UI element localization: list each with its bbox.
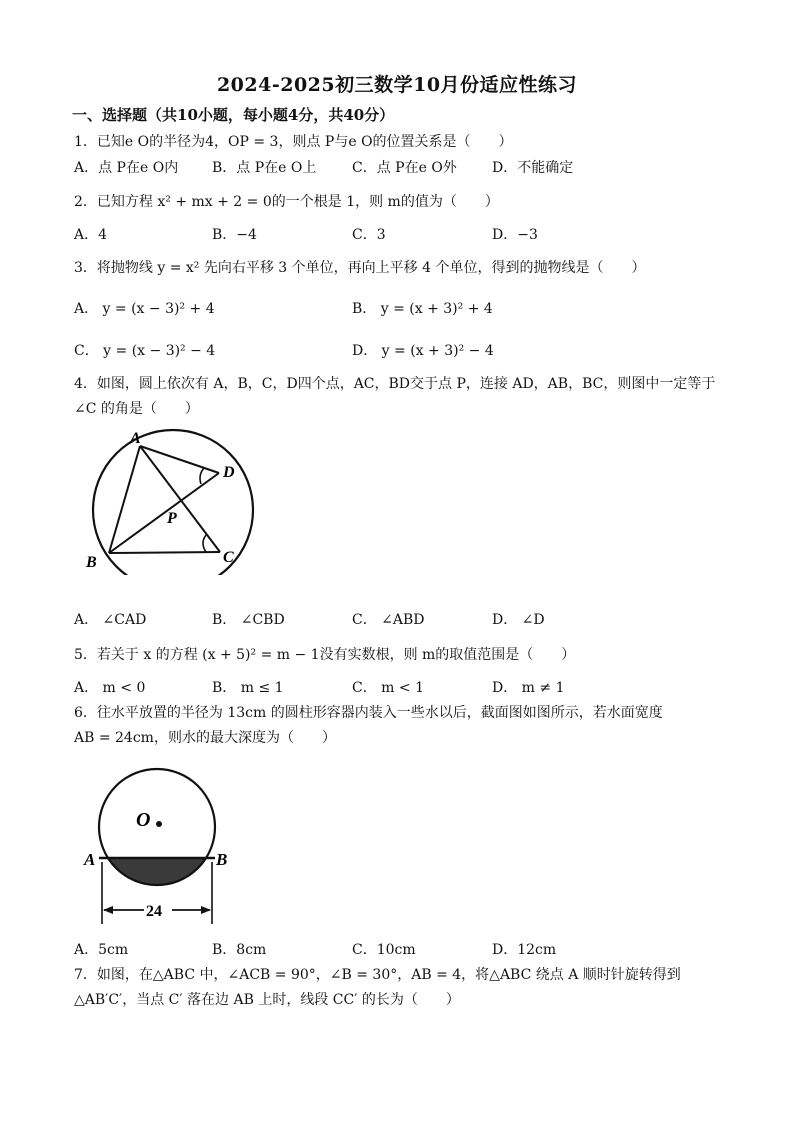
q6-option-c: C．10cm: [352, 942, 416, 958]
q5-option-c: C． m < 1: [352, 680, 424, 696]
q1-option-d: D．不能确定: [492, 160, 574, 176]
q5-option-b: B． m ≤ 1: [212, 680, 284, 696]
q6-dimension-arrow-right: [201, 906, 211, 914]
q4-stem-line2: ∠C 的角是（ ）: [74, 401, 199, 417]
q5-option-d: D． m ≠ 1: [492, 680, 565, 696]
q6-option-d: D．12cm: [492, 942, 557, 958]
q7-stem-line2: △AB′C′，当点 C′ 落在边 AB 上时，线段 CC′ 的长为（ ）: [74, 992, 460, 1008]
q4-option-d: D． ∠D: [492, 612, 545, 628]
q2-option-a: A．4: [74, 227, 108, 243]
q4-angle-d-mark: [200, 468, 204, 484]
q6-label-width: 24: [146, 903, 162, 920]
q5-stem: 5．若关于 x 的方程 (x + 5)² = m − 1没有实数根，则 m的取值范围是（ ）: [74, 647, 576, 663]
q2-stem: 2．已知方程 x² + mx + 2 = 0的一个根是 1，则 m的值为（ ）: [74, 194, 499, 210]
q2-option-d: D．−3: [492, 227, 538, 243]
page-title: 2024-2025初三数学10月份适应性练习: [216, 74, 578, 96]
q3-option-a: A． y = (x − 3)² + 4: [74, 301, 215, 317]
q4-label-a: A: [130, 430, 141, 447]
q1-option-a: A．点 P在e O内: [74, 160, 179, 176]
q2-option-b: B．−4: [212, 227, 257, 243]
q6-stem-line2: AB = 24cm，则水的最大深度为（ ）: [74, 730, 336, 746]
q4-line-ac: [140, 446, 220, 552]
q6-center-point: [156, 821, 162, 827]
q4-angle-c-mark: [203, 535, 206, 552]
q1-option-c: C．点 P在e O外: [352, 160, 457, 176]
q7-stem-line1: 7．如图，在△ABC 中，∠ACB = 90°，∠B = 30°，AB = 4，将△ABC 绕点 A 顺时针旋转得到: [74, 967, 681, 983]
q1-stem: 1．已知e O的半径为4，OP = 3，则点 P与e O的位置关系是（ ）: [74, 134, 513, 150]
q6-container-figure: [82, 752, 242, 932]
q6-option-b: B．8cm: [212, 942, 267, 958]
q3-option-c: C． y = (x − 3)² − 4: [74, 343, 216, 359]
q4-line-ab: [109, 446, 140, 553]
q4-option-a: A． ∠CAD: [74, 612, 147, 628]
q3-stem: 3．将抛物线 y = x² 先向右平移 3 个单位，再向上平移 4 个单位，得到的抛物线是（ ）: [74, 260, 646, 276]
section-header: 一、选择题（共10小题，每小题4分，共40分）: [72, 106, 395, 124]
q1-option-b: B．点 P在e O上: [212, 160, 317, 176]
q4-label-b: B: [86, 554, 97, 571]
q4-line-bc: [109, 552, 220, 553]
q6-dimension-arrow-left: [103, 906, 113, 914]
q3-option-d: D． y = (x + 3)² − 4: [352, 343, 494, 359]
q4-line-ad: [140, 446, 219, 473]
q5-option-a: A． m < 0: [74, 680, 146, 696]
q4-option-b: B． ∠CBD: [212, 612, 285, 628]
q4-stem-line1: 4．如图，圆上依次有 A，B，C，D四个点，AC，BD交于点 P，连接 AD，AB，BC，则图中一定等于: [74, 376, 716, 392]
q3-option-b: B． y = (x + 3)² + 4: [352, 301, 493, 317]
q4-circle-figure: [80, 425, 260, 575]
q6-option-a: A．5cm: [74, 942, 129, 958]
q4-label-c: C: [223, 549, 234, 566]
q6-label-o: O: [136, 809, 151, 831]
q6-label-a: A: [84, 850, 96, 869]
q4-option-c: C． ∠ABD: [352, 612, 425, 628]
q4-label-d: D: [223, 464, 235, 481]
q4-label-p: P: [167, 510, 177, 527]
q6-label-b: B: [216, 850, 228, 869]
q2-option-c: C．3: [352, 227, 386, 243]
q6-stem-line1: 6．往水平放置的半径为 13cm 的圆柱形容器内装入一些水以后，截面图如图所示，若水面宽度: [74, 705, 663, 721]
